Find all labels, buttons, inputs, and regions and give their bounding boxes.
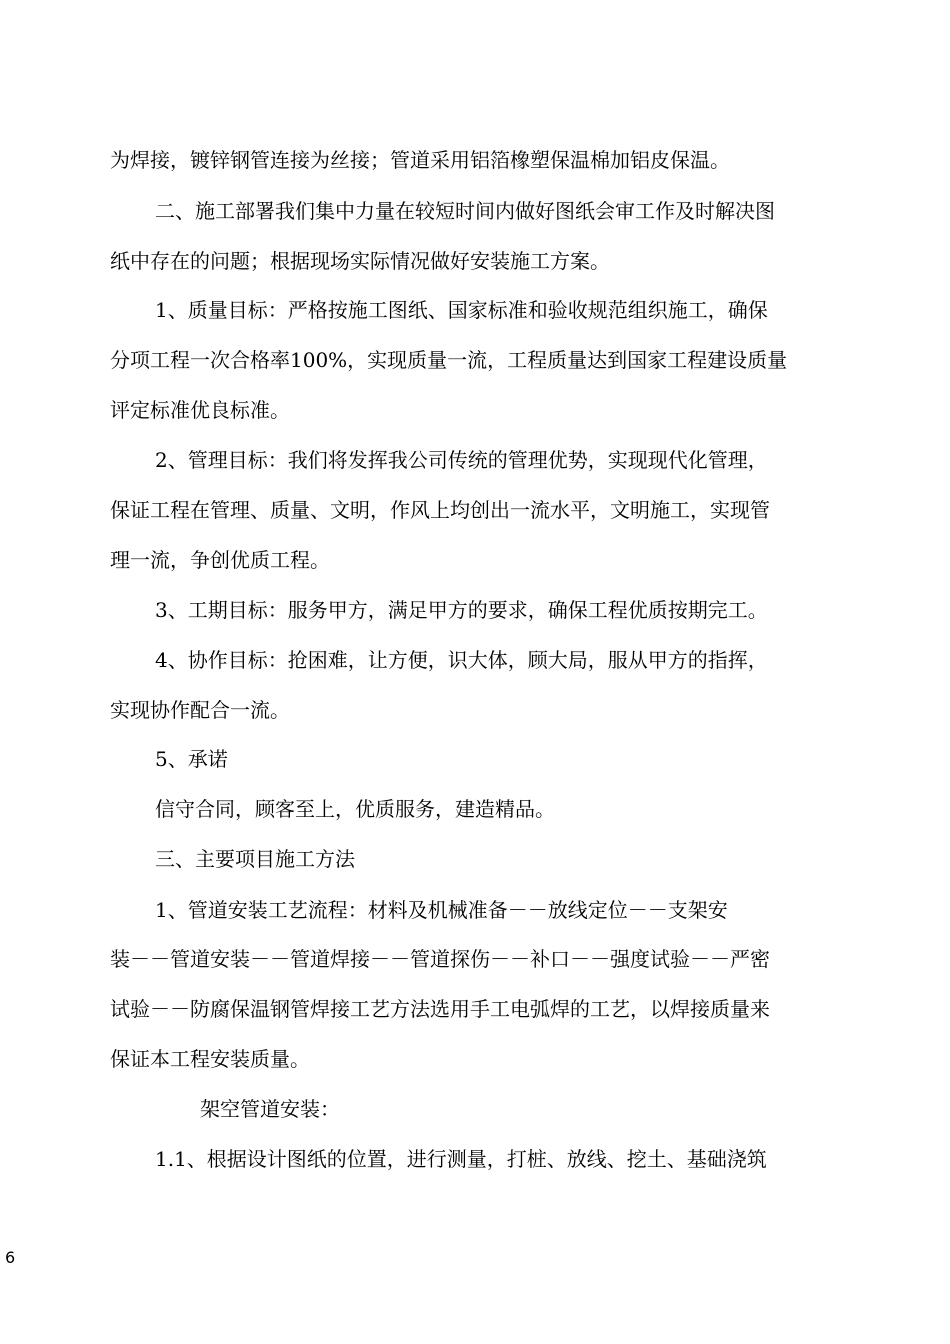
text-line: 4、协作目标：抢困难，让方便，识大体，顾大局，服从甲方的指挥， bbox=[155, 648, 768, 672]
text-line: 信守合同，顾客至上，优质服务，建造精品。 bbox=[155, 797, 555, 821]
text-line: 纸中存在的问题；根据现场实际情况做好安装施工方案。 bbox=[110, 249, 610, 273]
text-line: 5、承诺 bbox=[155, 747, 228, 771]
page-number: 6 bbox=[5, 1248, 16, 1267]
text-line: 评定标准优良标准。 bbox=[110, 398, 290, 422]
text-line: 二、施工部署我们集中力量在较短时间内做好图纸会审工作及时解决图 bbox=[155, 199, 775, 223]
text-line: 为焊接，镀锌钢管连接为丝接；管道采用铝箔橡塑保温棉加铝皮保温。 bbox=[110, 148, 730, 172]
text-line: 理一流，争创优质工程。 bbox=[110, 548, 330, 572]
text-line: 实现协作配合一流。 bbox=[110, 698, 290, 722]
text-line: 1、管道安装工艺流程：材料及机械准备－－放线定位－－支架安 bbox=[155, 898, 728, 922]
text-line: 3、工期目标：服务甲方，满足甲方的要求，确保工程优质按期完工。 bbox=[155, 598, 768, 622]
text-line: 1.1、根据设计图纸的位置，进行测量，打桩、放线、挖土、基础浇筑 bbox=[155, 1147, 767, 1171]
text-line: 三、主要项目施工方法 bbox=[155, 847, 355, 871]
text-line: 架空管道安装： bbox=[200, 1097, 340, 1121]
text-line: 分项工程一次合格率100%，实现质量一流，工程质量达到国家工程建设质量 bbox=[110, 348, 788, 372]
text-line: 装－－管道安装－－管道焊接－－管道探伤－－补口－－强度试验－－严密 bbox=[110, 947, 770, 971]
text-line: 试验－－防腐保温钢管焊接工艺方法选用手工电弧焊的工艺，以焊接质量来 bbox=[110, 997, 770, 1021]
text-line: 保证本工程安装质量。 bbox=[110, 1047, 310, 1071]
text-line: 保证工程在管理、质量、文明，作风上均创出一流水平，文明施工，实现管 bbox=[110, 498, 770, 522]
text-line: 1、质量目标：严格按施工图纸、国家标准和验收规范组织施工，确保 bbox=[155, 298, 768, 322]
text-line: 2、管理目标：我们将发挥我公司传统的管理优势，实现现代化管理， bbox=[155, 448, 768, 472]
